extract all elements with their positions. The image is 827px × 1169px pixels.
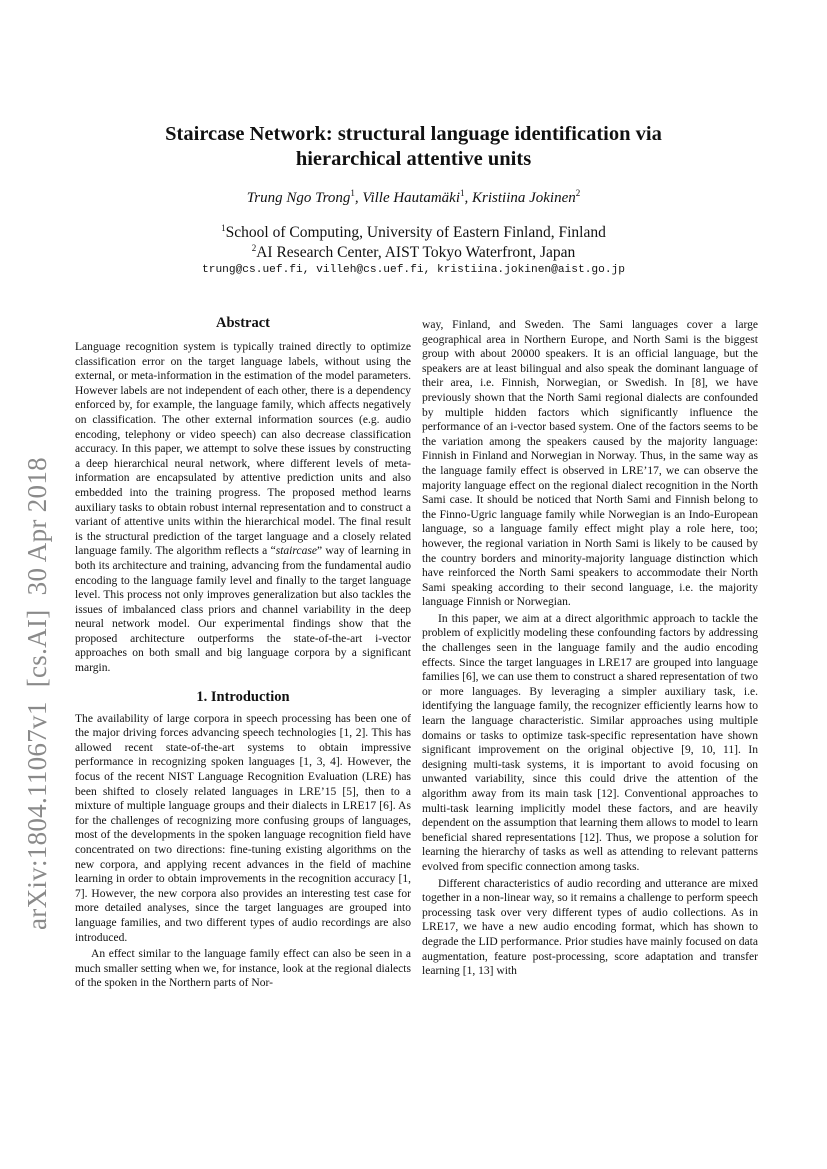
author-affiliation-mark: 1: [350, 188, 355, 198]
paragraph: In this paper, we aim at a direct algorithmic approach to tackle the problem of explicitly modeling these confounding factors by addressing the challenges seen in the language family and the audio encoding effects. Since the target languages in LRE17 are grouped into language families [6], we can use them to construct a shared representation of two or more languages. By leveraging a simpler auxiliary task, i.e. identifying the language family, the recognizer efficiently learns how to learn the language characteristic. Similar approaches using multiple domains or tasks to optimize task-specific representation have shown significant improvement on the original objective [9, 10, 11]. In designing multi-task systems, it is important to avoid focusing on unwanted variability, since this could drive the attention of the algorithm away from its main task [12]. Conventional approaches to multi-task learning implicitly model these factors, and are heavily dependent on the assumption that learning them allows to model to learn beneficial shared representations [12]. Thus, we propose a solution for learning the hierarchy of tasks as well as attending to relevant patterns evolved from specific connection among tasks.: [422, 612, 758, 873]
abstract-text-part: ” way of learning in both its architecture and training, advancing from the fundamental audio encoding to the language family level and finally to the target language level. This process not only improves generalization but also tackles the issues of imbalanced class priors and channel variability in the deep neural network model. Our experimental findings show that the proposed architecture outperforms the state-of-the-art i-vector approaches on both small and big language corpora by a significant margin.: [75, 545, 412, 675]
affiliation-2: [0, 243, 827, 262]
affiliation-text: School of Computing, University of Eastern Finland, Finland: [225, 224, 606, 242]
paragraph: An effect similar to the language family effect can also be seen in a much smaller setting when we, for instance, look at the regional dialects of the spoken in the Northern parts of Nor-: [75, 948, 411, 990]
author-name: Ville Hautamäki: [362, 190, 461, 206]
affiliation-mark: 2: [251, 243, 257, 253]
author-name: Trung Ngo Trong: [246, 190, 351, 206]
paragraph: way, Finland, and Sweden. The Sami languages cover a large geographical area in Northern Europe, and North Sami is the biggest group with about 20000 speakers. It is an official language, but the speakers are at least bilingual and also speak the dominant language of their area, i.e. Finnish, Norwegian, or Swedish. In [8], we have previously shown that the North Sami regional dialects are confounded by multiple hidden factors which significantly influence the performance of an i-vector based system. One of the factors seems to be the variation among the speakers caused by the majority language: Finnish in Finland and Norwegian in Norway. Thus, in the same way as the language family effect is observed in LRE’17, we can observe the majority language effect on the regional dialect recognition in the North Sami case. It should be noticed that North Sami and Finnish belong to the Finno-Ugric language family while Norwegian is an Indo-European language, so a language family effect might play a role here, too; however, the regional variation in North Sami is likely to be caused by the country borders and minority-majority language distinction which have reinforced the North Sami speakers to accommodate their North Sami speaking according to their second language, i.e. the majority language Finnish or Norwegian.: [422, 319, 758, 609]
affiliation-mark: 1: [221, 223, 226, 233]
left-column: [75, 314, 411, 991]
introduction-heading: 1. Introduction: [196, 688, 290, 705]
author-affiliation-mark: 1: [460, 188, 465, 198]
paragraph: Different characteristics of audio recording and utterance are mixed together in a non-linear way, so it remains a challenge to perform speech processing task over very different types of audio collections. As in LRE17, we have a new audio encoding format, which has shown to degrade the LID performance. Prior studies have mainly focused on data augmentation, feature post-processing, score adaptation and transfer learning [1, 13] with: [422, 877, 758, 978]
title-line-2: hierarchical attentive units: [295, 148, 532, 170]
affiliation-text: AI Research Center, AIST Tokyo Waterfront, Japan: [256, 244, 576, 262]
right-column: [422, 318, 758, 979]
abstract-text-part: Language recognition system is typically trained directly to optimize classification error on the target language labels, without using the external, or meta-information in the estimation of the model parameters. However labels are not independent of each other, there is a dependency enforced by, for example, the language family, which affects negatively on classification. The other external information sources (e.g. audio encoding, telephony or video speech) can also decrease classification accuracy. In this paper, we attempt to solve these issues by constructing a deep hierarchical neural network, where different levels of meta-information are encapsulated by attentive prediction units and also embedded into the training progress. The proposed method learns auxiliary tasks to obtain robust internal representation and to construct a variant of attentive units within the hierarchical model. The final result is the structural prediction of the target language and a closely related language family. The algorithm reflects a “: [75, 341, 411, 558]
paper-title: [0, 122, 827, 172]
arxiv-stamp: arXiv:1804.11067v1 [cs.AI] 30 Apr 2018: [22, 457, 52, 930]
author-name: Kristiina Jokinen: [472, 190, 576, 206]
author-affiliation-mark: 2: [575, 188, 581, 198]
title-line-1: Staircase Network: structural language identification via: [165, 123, 662, 145]
author-emails: trung@cs.uef.fi, villeh@cs.uef.fi, kristiina.jokinen@aist.go.jp: [202, 264, 625, 276]
author-list: Trung Ngo Trong$^1$, Ville Hautamäki$^1$, Kristiina Jokinen$^2$: [246, 188, 581, 206]
abstract-emphasis: staircase: [275, 545, 317, 558]
abstract-text: [75, 340, 411, 676]
abstract-heading: Abstract: [216, 315, 270, 331]
affiliation-1: [0, 223, 827, 242]
paragraph: The availability of large corpora in speech processing has been one of the major driving forces advancing speech technologies [1, 2]. This has allowed recent state-of-the-art systems to obtain impressive performance in recognizing spoken languages [1, 3, 4]. However, the focus of the recent NIST Language Recognition Evaluation (LRE) has been shifted to closely related languages in LRE’15 [5], then to a mixture of multiple language groups and their dialects in LRE17 [6]. As for the challenges of recognizing more confusing groups of languages, most of the developments in the spoken language recognition field have concentrated on two directions: fine-tuning existing algorithms on the new corpora, and applying recent advances in the field of machine learning in order to obtain improvements in the recognition accuracy [1, 7]. However, the new corpora also provides an interesting test case for more detailed analyses, since the target languages are grouped into language families, and two different types of audio recordings are also introduced.: [75, 712, 411, 944]
